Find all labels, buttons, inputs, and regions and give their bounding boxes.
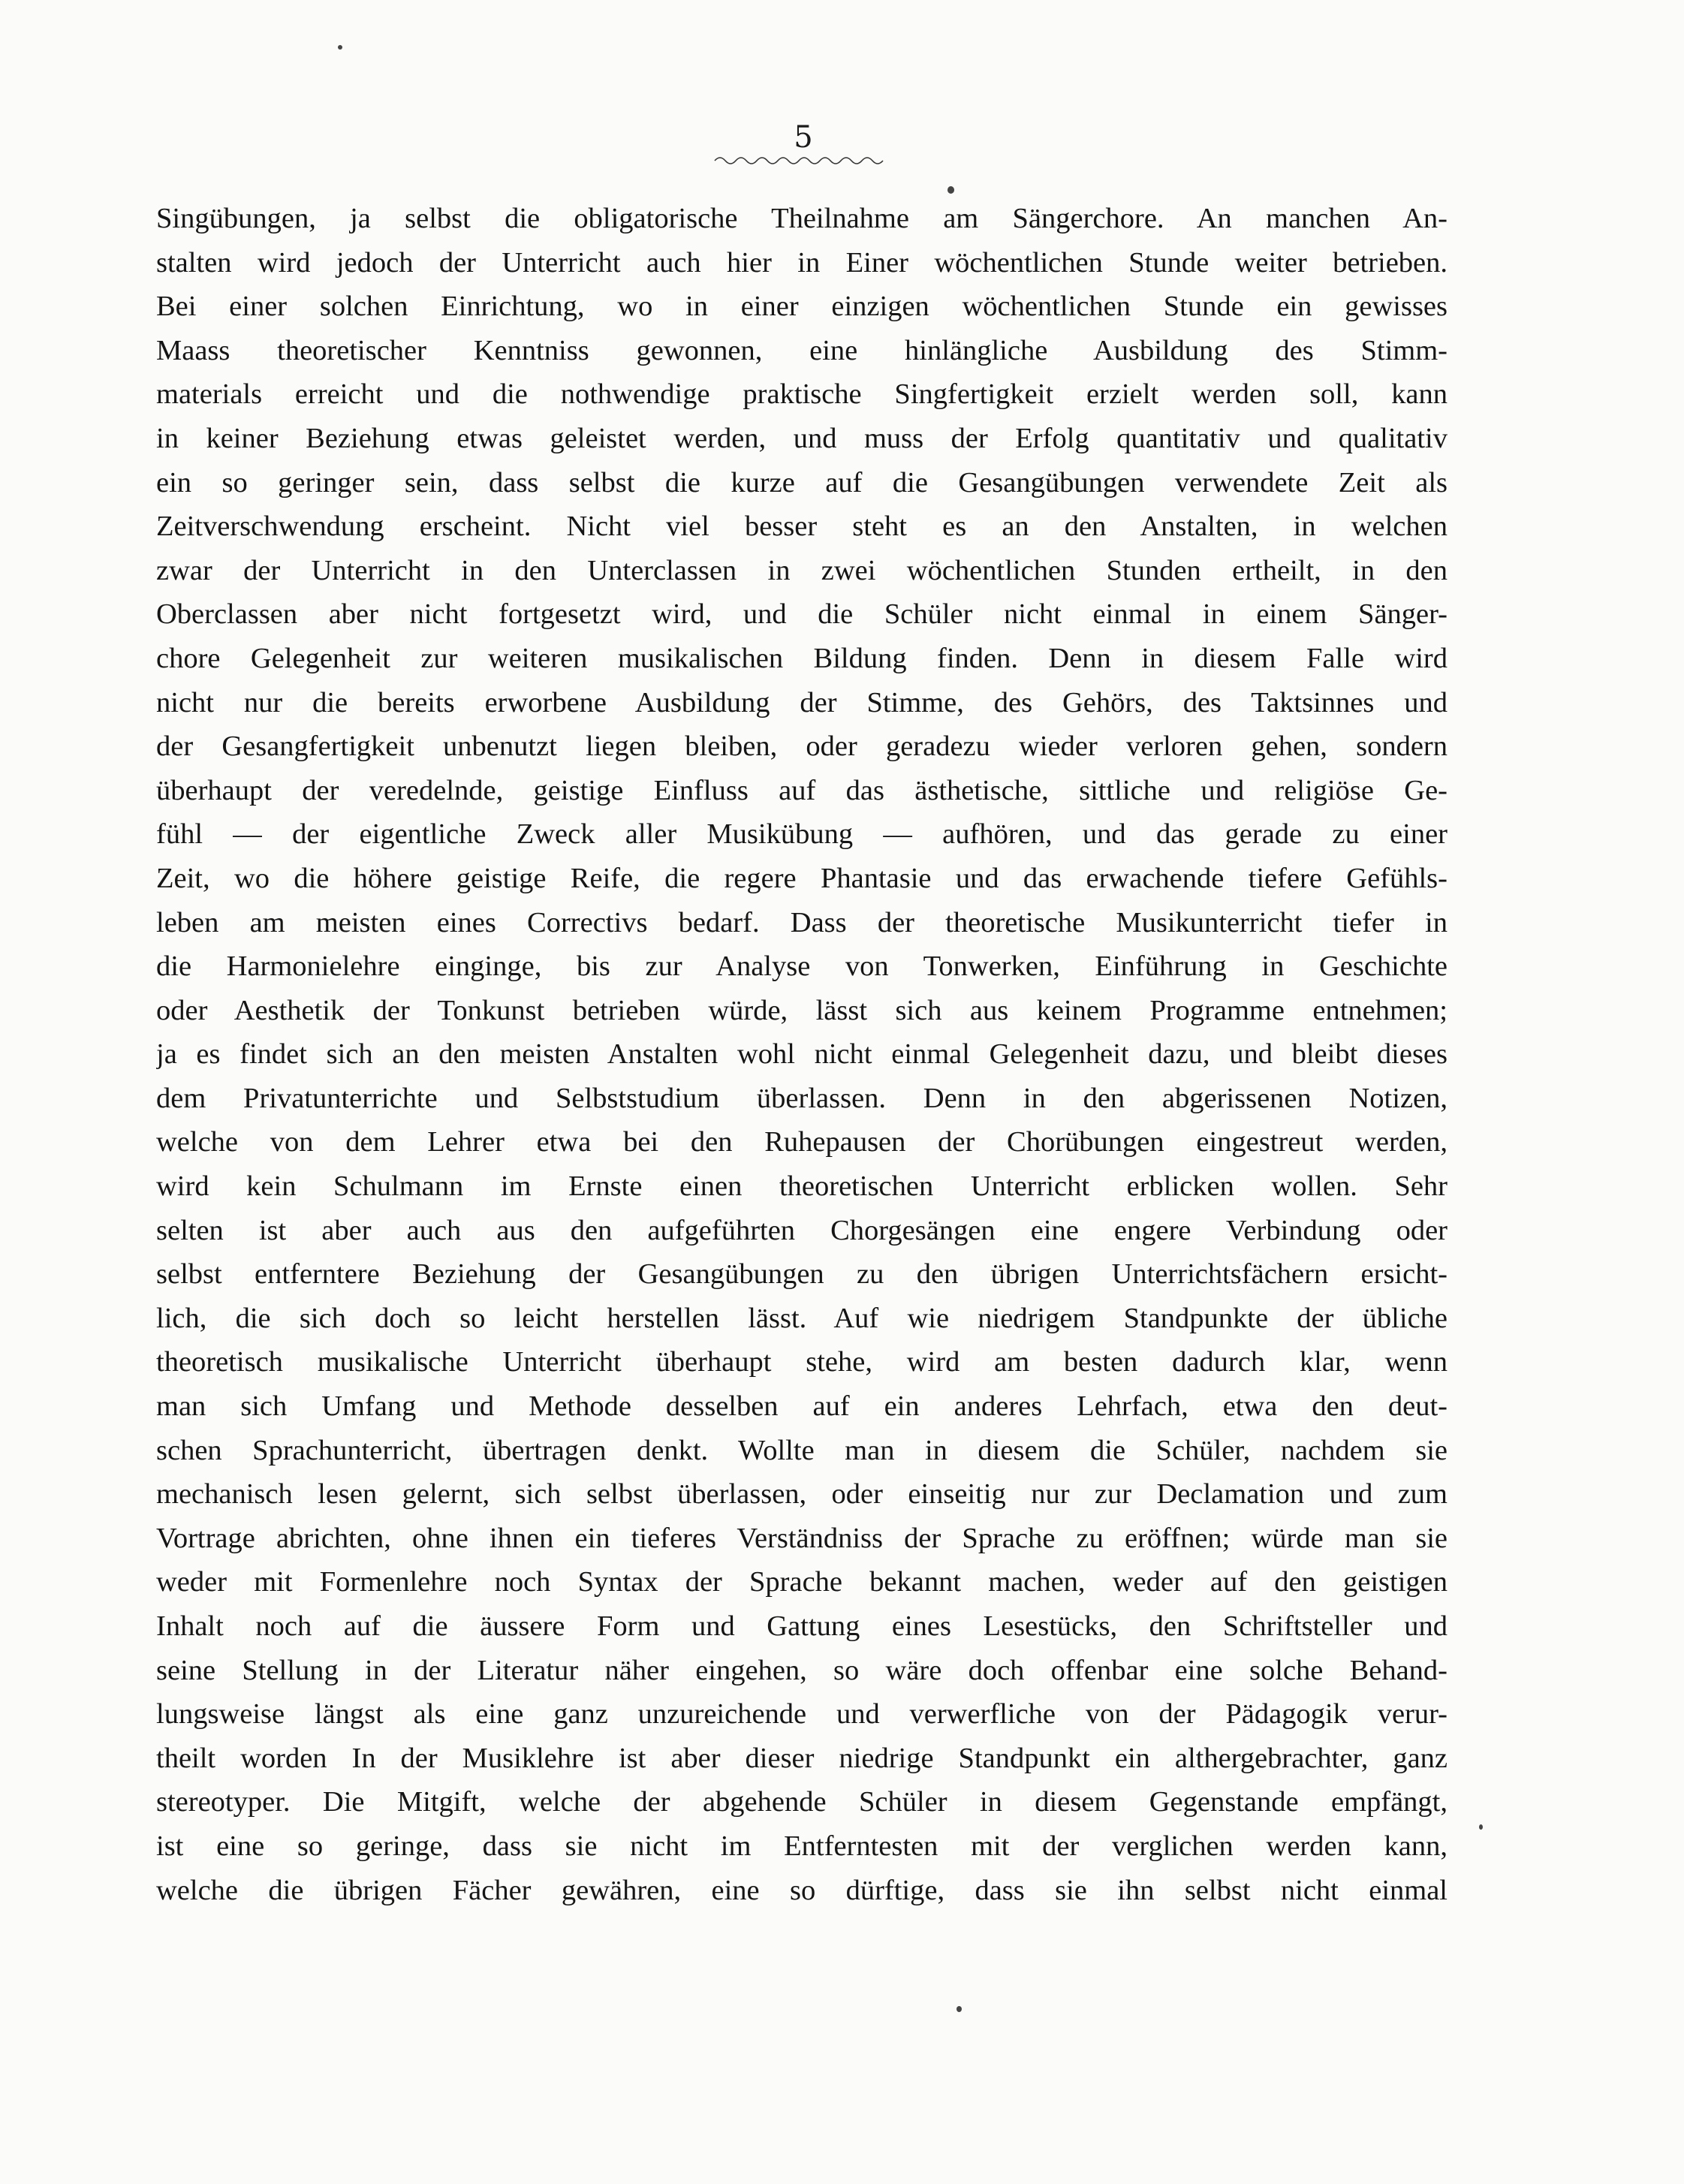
text-line: welche von dem Lehrer etwa bei den Ruhepausen der Chorübungen eingestreut werden, (156, 1126, 1448, 1158)
text-line: materials erreicht und die nothwendige praktische Singfertigkeit erzielt werden soll, kann (156, 378, 1448, 411)
text-line: man sich Umfang und Methode desselben auf ein anderes Lehrfach, etwa den deut- (156, 1390, 1448, 1423)
text-line: lich, die sich doch so leicht herstellen lässt. Auf wie niedrigem Standpunkte der übliche (156, 1302, 1448, 1334)
text-line: nicht nur die bereits erworbene Ausbildung der Stimme, des Gehörs, des Taktsinnes und (156, 686, 1448, 718)
scan-speck (956, 2006, 962, 2012)
text-line: mechanisch lesen gelernt, sich selbst überlassen, oder einseitig nur zur Declamation und zum (156, 1478, 1448, 1511)
text-line: der Gesangfertigkeit unbenutzt liegen bleiben, oder geradezu wieder verloren gehen, sondern (156, 731, 1448, 763)
text-line: Vortrage abrichten, ohne ihnen ein tieferes Verständniss der Sprache zu eröffnen; würde man sie (156, 1522, 1448, 1554)
text-line: lungsweise längst als eine ganz unzureichende und verwerfliche von der Pädagogik verur- (156, 1698, 1448, 1731)
text-line: ein so geringer sein, dass selbst die kurze auf die Gesangübungen verwendete Zeit als (156, 466, 1448, 499)
text-line: seine Stellung in der Literatur näher eingehen, so wäre doch offenbar eine solche Behand- (156, 1654, 1448, 1686)
text-line: selten ist aber auch aus den aufgeführten Chorgesängen eine engere Verbindung oder (156, 1214, 1448, 1246)
text-line: in keiner Beziehung etwas geleistet werden, und muss der Erfolg quantitativ und qualitativ (156, 422, 1448, 454)
text-line: Singübungen, ja selbst die obligatorische Theilnahme am Sängerchore. An manchen An- (156, 203, 1448, 234)
text-line: schen Sprachunterricht, übertragen denkt. Wollte man in diesem die Schüler, nachdem sie (156, 1434, 1448, 1466)
scan-speck (338, 45, 342, 50)
text-line: leben am meisten eines Correctivs bedarf. Dass der theoretische Musikunterricht tiefer in (156, 906, 1448, 938)
body-text (156, 197, 1448, 1912)
scan-speck (947, 186, 954, 194)
text-line: Inhalt noch auf die äussere Form und Gattung eines Lesestücks, den Schriftsteller und (156, 1610, 1448, 1642)
text-line: dem Privatunterrichte und Selbststudium überlassen. Denn in den abgerissenen Notizen, (156, 1082, 1448, 1114)
text-line: wird kein Schulmann im Ernste einen theoretischen Unterricht erblicken wollen. Sehr (156, 1170, 1448, 1203)
text-line: Bei einer solchen Einrichtung, wo in einer einzigen wöchentlichen Stunde ein gewisses (156, 291, 1448, 323)
text-line: chore Gelegenheit zur weiteren musikalischen Bildung finden. Denn in diesem Falle wird (156, 642, 1448, 674)
text-line: fühl — der eigentliche Zweck aller Musikübung — aufhören, und das gerade zu einer (156, 818, 1448, 851)
text-line: theoretisch musikalische Unterricht überhaupt stehe, wird am besten dadurch klar, wenn (156, 1346, 1448, 1378)
text-line: ist eine so geringe, dass sie nicht im Entferntesten mit der verglichen werden kann, (156, 1830, 1448, 1862)
text-line: ja es findet sich an den meisten Anstalten wohl nicht einmal Gelegenheit dazu, und bleibt dieses (156, 1038, 1448, 1071)
scan-speck (1479, 1824, 1483, 1830)
text-line: Maass theoretischer Kenntniss gewonnen, eine hinlängliche Ausbildung des Stimm- (156, 334, 1448, 366)
text-line: zwar der Unterricht in den Unterclassen in zwei wöchentlichen Stunden ertheilt, in den (156, 554, 1448, 586)
text-line: überhaupt der veredelnde, geistige Einfluss auf das ästhetische, sittliche und religiöse Ge- (156, 774, 1448, 806)
text-line: Oberclassen aber nicht fortgesetzt wird, und die Schüler nicht einmal in einem Sänger- (156, 598, 1448, 631)
page-number: 5 (794, 120, 813, 155)
text-line: selbst entferntere Beziehung der Gesangübungen zu den übrigen Unterrichtsfächern ersicht- (156, 1258, 1448, 1291)
text-line: stalten wird jedoch der Unterricht auch hier in Einer wöchentlichen Stunde weiter betrieben. (156, 246, 1448, 279)
text-line: Zeitverschwendung erscheint. Nicht viel besser steht es an den Anstalten, in welchen (156, 511, 1448, 543)
text-line: theilt worden In der Musiklehre ist aber dieser niedrige Standpunkt ein althergebrachter, ganz (156, 1742, 1448, 1774)
text-line: weder mit Formenlehre noch Syntax der Sprache bekannt machen, weder auf den geistigen (156, 1566, 1448, 1598)
text-line: oder Aesthetik der Tonkunst betrieben würde, lässt sich aus keinem Programme entnehmen; (156, 994, 1448, 1026)
text-line: stereotyper. Die Mitgift, welche der abgehende Schüler in diesem Gegenstande empfängt, (156, 1786, 1448, 1818)
text-line last: welche die übrigen Fächer gewähren, eine so dürftige, dass sie ihn selbst nicht einmal (156, 1874, 1448, 1906)
text-line: Zeit, wo die höhere geistige Reife, die regere Phantasie und das erwachende tiefere Gefühls- (156, 862, 1448, 894)
text-line: die Harmonielehre einginge, bis zur Analyse von Tonwerken, Einführung in Geschichte (156, 950, 1448, 983)
wavy-rule-ornament (713, 155, 886, 167)
